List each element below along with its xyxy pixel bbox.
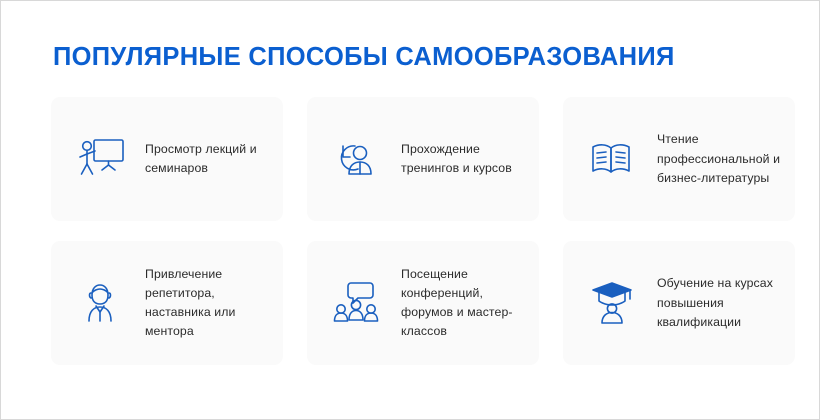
methods-grid xyxy=(51,97,781,365)
tutor-woman-icon xyxy=(69,272,131,334)
method-card-label: Просмотр лекций и семинаров xyxy=(145,142,257,176)
clock-with-person-icon xyxy=(325,128,387,190)
method-card-label: Чтение профессиональной и бизнес-литературы xyxy=(657,132,781,185)
method-card-tutor[interactable] xyxy=(51,241,283,365)
method-card-trainings[interactable] xyxy=(307,97,539,221)
graduate-cap-person-icon xyxy=(581,272,643,334)
method-card-label: Прохождение тренингов и курсов xyxy=(401,142,512,176)
page-title: ПОПУЛЯРНЫЕ СПОСОБЫ САМООБРАЗОВАНИЯ xyxy=(53,43,675,71)
method-card-label: Посещение конференций, форумов и мастер-классов xyxy=(401,266,513,339)
method-card-reading[interactable] xyxy=(563,97,795,221)
lecturer-at-whiteboard-icon xyxy=(69,128,131,190)
open-book-icon xyxy=(581,128,643,190)
method-card-label: Привлечение репетитора, наставника или ментора xyxy=(145,266,236,339)
method-card-conferences[interactable] xyxy=(307,241,539,365)
method-card-label: Обучение на курсах повышения квалификации xyxy=(657,276,773,329)
slide-content xyxy=(11,11,809,409)
method-card-lectures[interactable] xyxy=(51,97,283,221)
method-card-courses[interactable] xyxy=(563,241,795,365)
group-conference-icon xyxy=(325,272,387,334)
